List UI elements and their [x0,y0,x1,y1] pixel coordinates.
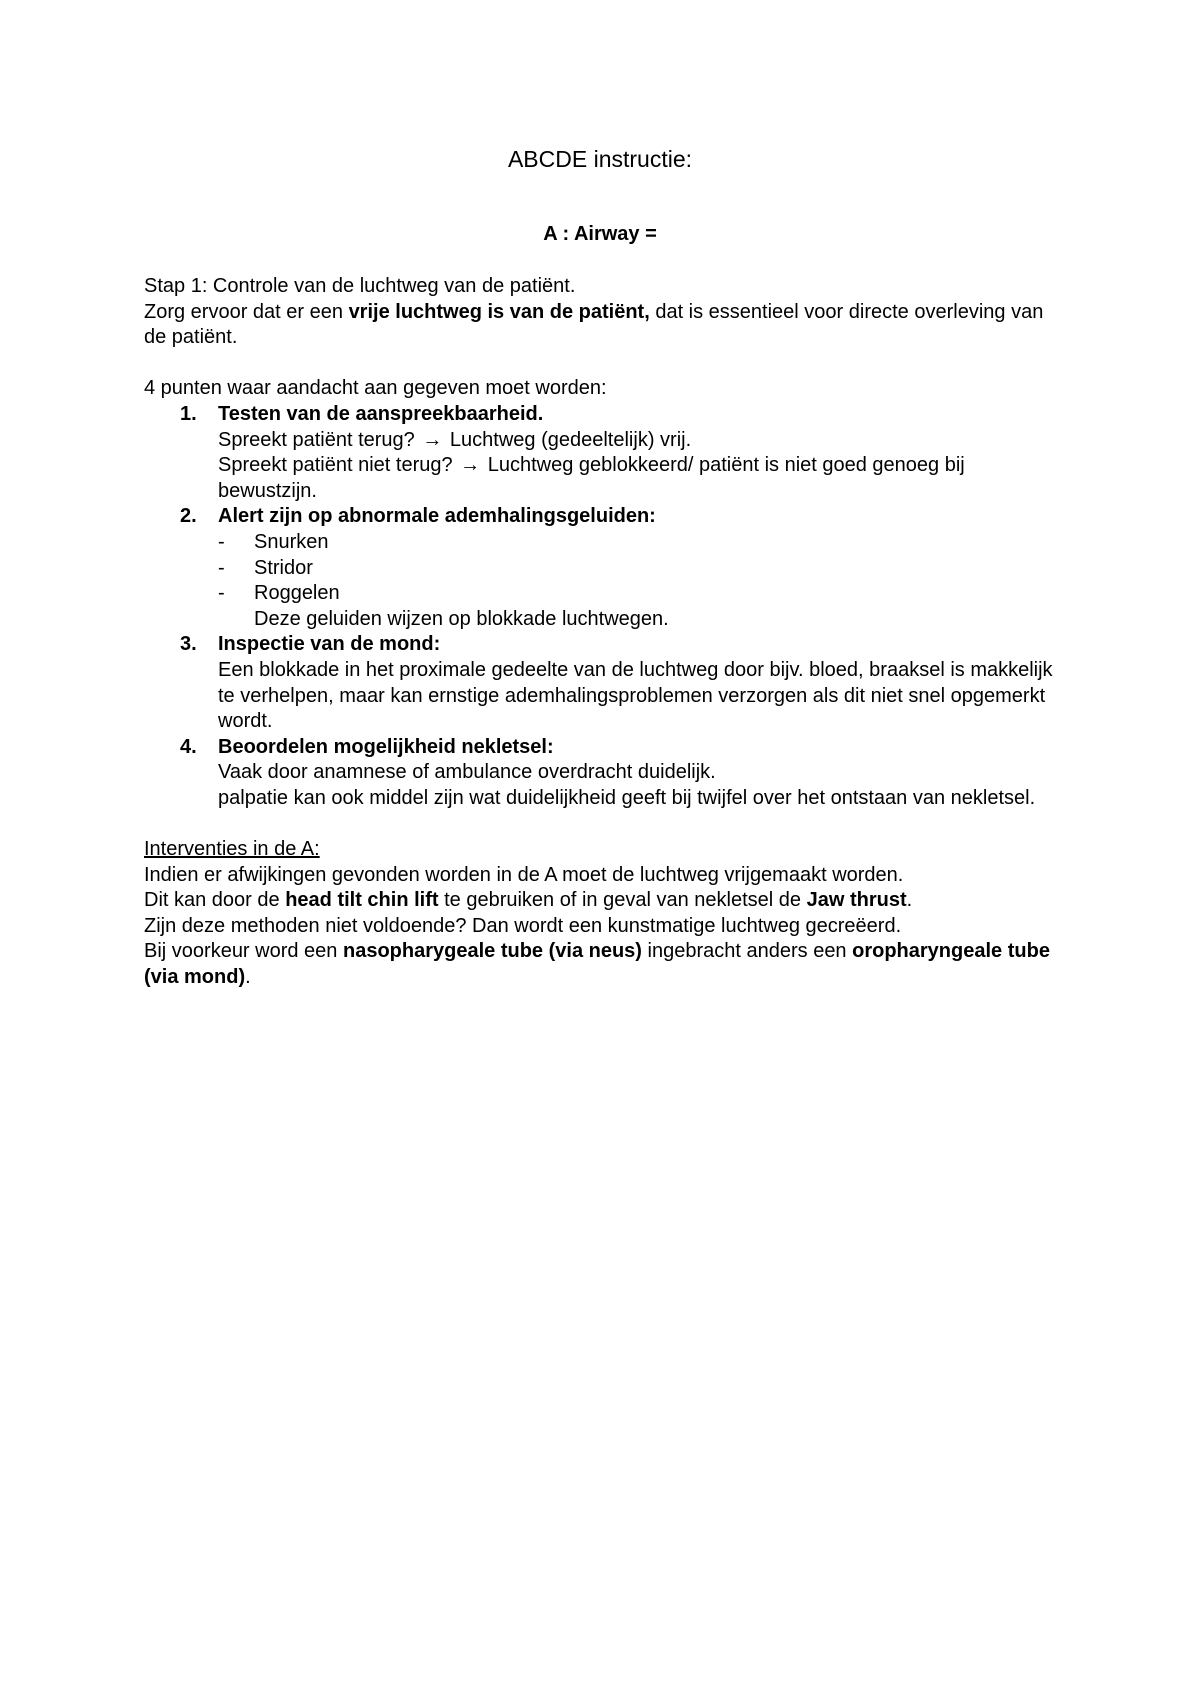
arrow-right-icon: → [460,454,481,477]
interventions-text: . [906,889,913,912]
point-item-1 [144,402,1064,504]
point-number: 1. [180,402,197,425]
point-text: Luchtweg (gedeeltelijk) vrij. [444,428,692,451]
point-line [218,428,1064,454]
point-item-2 [144,504,1064,632]
dash-bullet: - [218,582,225,605]
point-text: Spreekt patiënt niet terug? [218,454,459,477]
interventions-bold-text: head tilt chin lift [285,889,439,912]
sound-label: Snurken [254,530,329,553]
interventions-bold-text: oropharyngeale tube (via mond) [144,940,1050,989]
points-intro: 4 punten waar aandacht aan gegeven moet worden: [144,377,607,400]
step-line: Stap 1: Controle van de luchtweg van de patiënt. [144,275,576,297]
interventions-line [144,939,1064,990]
document-body [144,274,1064,991]
point-heading: Beoordelen mogelijkheid nekletsel: [218,735,554,758]
point-line: Vaak door anamnese of ambulance overdracht duidelijk. [218,761,716,784]
intro-text-a: Zorg ervoor dat er een [144,300,349,323]
intro-bold-text: vrije luchtweg is van de patiënt, [348,300,650,323]
sound-item-stridor [218,556,1064,582]
dash-bullet: - [218,556,225,579]
interventions-line [144,888,1064,914]
sound-note: Deze geluiden wijzen op blokkade luchtwegen. [254,607,669,630]
arrow-right-icon: → [422,428,443,451]
interventions-text: Dit kan door de [144,889,286,912]
section-title-airway: A : Airway = [543,223,657,245]
point-line [218,453,1064,504]
intro-paragraph [144,300,1064,351]
interventions-text: . [245,966,251,989]
point-number: 4. [180,735,197,758]
point-number: 3. [180,633,197,656]
intro-text-b: dat is essentieel voor directe overleving van de patiënt. [144,300,1044,349]
point-heading: Testen van de aanspreekbaarheid. [218,402,544,425]
point-heading: Inspectie van de mond: [218,633,441,656]
interventions-line: Indien er afwijkingen gevonden worden in de A moet de luchtweg vrijgemaakt worden. [144,863,904,886]
point-heading: Alert zijn op abnormale ademhalingsgeluiden: [218,505,656,528]
sound-label: Roggelen [254,582,340,605]
point-number: 2. [180,505,197,528]
dash-bullet: - [218,530,225,553]
interventions-text: te gebruiken of in geval van nekletsel de [438,889,807,912]
point-text: Luchtweg geblokkeerd/ patiënt is niet goed genoeg bij bewustzijn. [218,454,965,502]
point-item-3 [144,632,1064,734]
point-item-4 [144,735,1064,812]
spacer [144,811,1064,837]
interventions-bold-text: nasopharygeale tube (via neus) [342,940,642,963]
interventions-text: Bij voorkeur word een [144,940,343,963]
interventions-line: Zijn deze methoden niet voldoende? Dan wordt een kunstmatige luchtweg gecreëerd. [144,914,902,937]
point-line: palpatie kan ook middel zijn wat duidelijkheid geeft bij twijfel over het ontstaan van nekletsel. [218,786,1036,809]
sound-item-roggelen [218,581,1064,607]
document-title: ABCDE instructie: [507,146,693,172]
interventions-text: ingebracht anders een [641,940,853,963]
sound-item-snurken [218,530,1064,556]
sound-label: Stridor [254,556,313,579]
interventions-heading: Interventies in de A: [144,838,320,861]
point-text: Spreekt patiënt terug? [218,428,421,451]
interventions-bold-text: Jaw thrust [806,889,907,912]
points-list [144,402,1064,812]
point-text: Een blokkade in het proximale gedeelte van de luchtweg door bijv. bloed, braaksel is makkelijk te verhelpen, maar kan ernstige ademhalingsproblemen verzorgen als dit niet snel opgemerkt wordt. [218,658,1053,733]
spacer [144,351,1064,377]
